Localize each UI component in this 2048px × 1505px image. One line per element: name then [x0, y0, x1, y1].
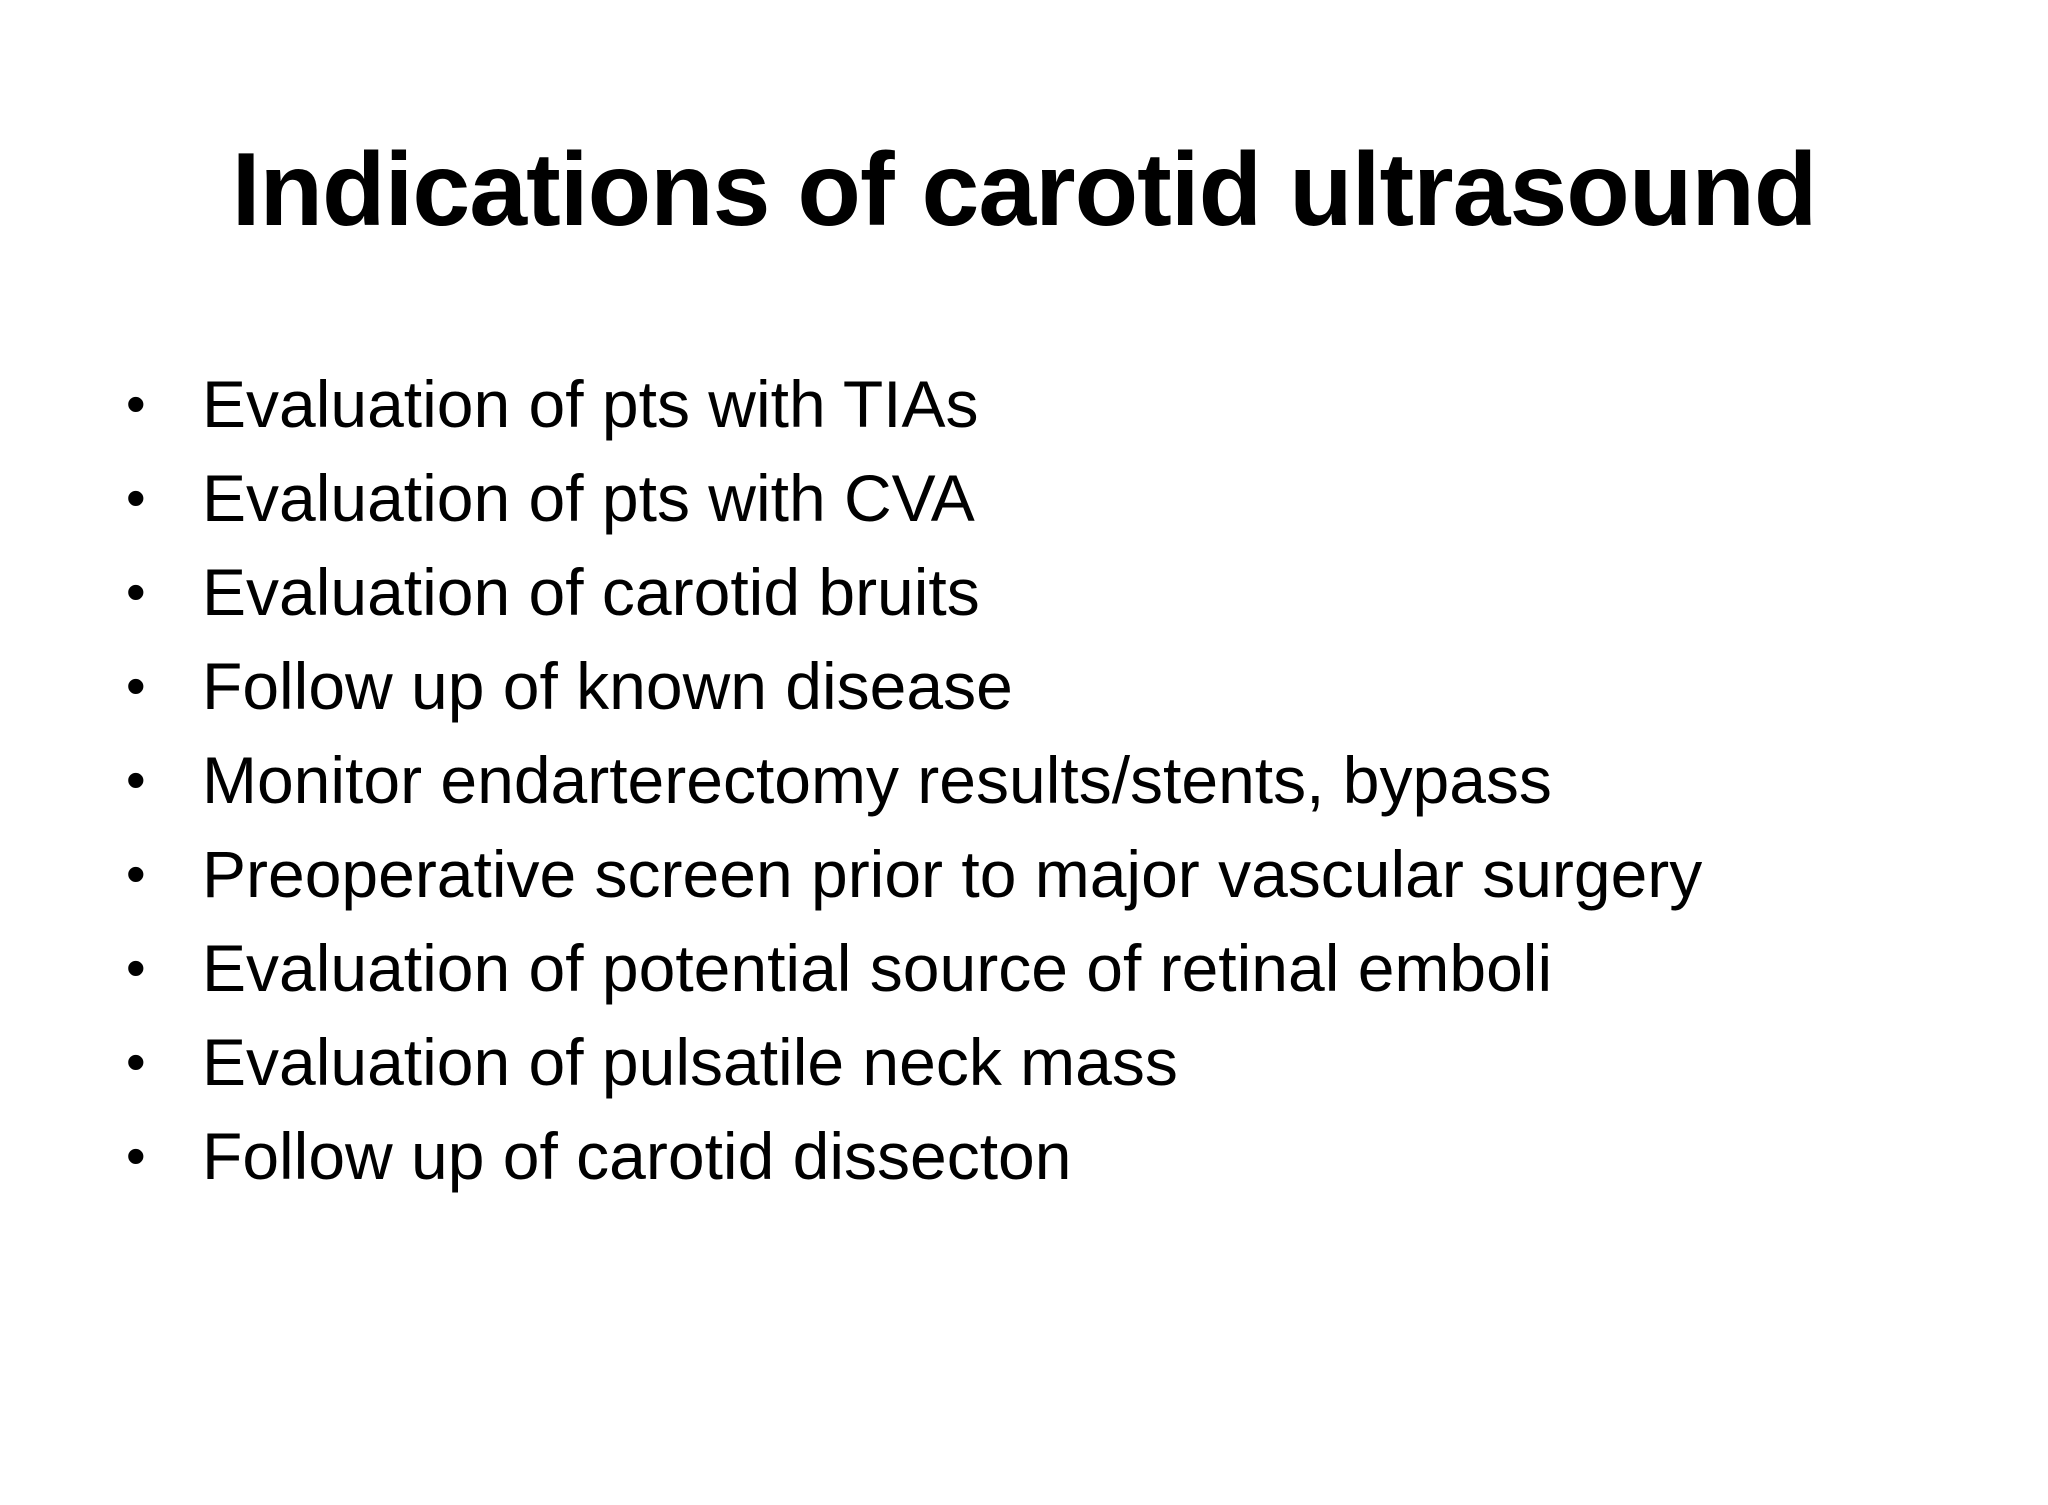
list-item-text: Follow up of known disease [202, 649, 1013, 723]
bullet-icon: • [126, 748, 146, 811]
list-item-text: Evaluation of potential source of retinal emboli [202, 931, 1553, 1005]
slide-title: Indications of carotid ultrasound [231, 132, 1817, 248]
bullet-icon: • [126, 466, 146, 529]
list-item-text: Follow up of carotid dissecton [202, 1119, 1072, 1193]
list-item-text: Evaluation of pts with CVA [202, 461, 975, 535]
bullet-icon: • [126, 654, 146, 717]
list-item-text: Evaluation of pts with TIAs [202, 367, 979, 441]
bullet-icon: • [126, 1124, 146, 1187]
bullet-icon: • [126, 560, 146, 623]
bullet-icon: • [126, 936, 146, 999]
bullet-icon: • [126, 1030, 146, 1093]
list-item-text: Monitor endarterectomy results/stents, bypass [202, 743, 1552, 817]
bullet-icon: • [126, 842, 146, 905]
list-item-text: Preoperative screen prior to major vascular surgery [202, 837, 1703, 911]
bullet-icon: • [126, 372, 146, 435]
list-item-text: Evaluation of pulsatile neck mass [202, 1025, 1178, 1099]
list-item-text: Evaluation of carotid bruits [202, 555, 980, 629]
